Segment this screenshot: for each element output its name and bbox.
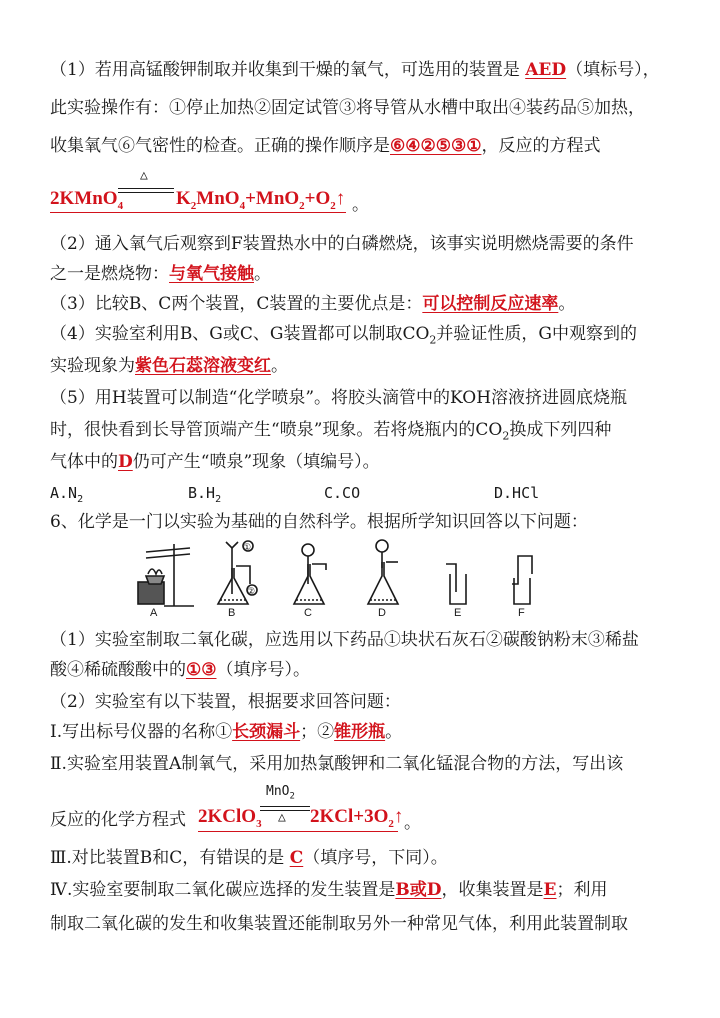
sub: 2: [77, 494, 84, 505]
funnel-c: [302, 544, 314, 556]
q5-p5-line3: [50, 450, 682, 474]
option-a: [50, 484, 83, 505]
option-c: [324, 484, 360, 502]
text: ；②: [300, 722, 335, 742]
text: （3）比较B、C两个装置，C装置的主要优点是：: [50, 294, 423, 314]
text: Ⅱ.实验室用装置A制氧气，采用加热氯酸钾和二氧化锰混合物的方法，写出该: [50, 754, 624, 774]
flask-c: [294, 564, 324, 604]
burner: [146, 576, 164, 584]
answer-d: D: [118, 452, 133, 472]
eq-sub: 3: [256, 817, 262, 830]
text: Ⅰ.写出标号仪器的名称①: [50, 722, 233, 742]
delivery-b: [236, 566, 250, 584]
text: Ⅲ.对比装置B和C，有错误的是: [50, 848, 290, 868]
q6-p2-intro: [50, 690, 682, 714]
q5-p5-line1: [50, 386, 682, 410]
text: （2）通入氧气后观察到F装置热水中的白磷燃烧，该事实说明燃烧需要的条件: [50, 234, 634, 254]
text: ，收集装置是: [441, 880, 544, 900]
delivery-c: [312, 564, 326, 570]
fig-label-c: C: [304, 607, 312, 618]
period: 。: [352, 195, 369, 215]
gas-arrow: ↑: [335, 188, 346, 209]
eq-bar-top: [118, 188, 174, 189]
opt-text: D.HCl: [494, 484, 540, 502]
q5-p4-line2: [50, 354, 682, 378]
apparatus-d: [368, 540, 398, 604]
eq2-underline: [198, 831, 398, 832]
eq-product: +O: [304, 188, 331, 209]
text: （填序号，下同）。: [303, 848, 448, 868]
eq-product: +MnO: [245, 188, 300, 209]
text: （4）实验室利用B、G或C、G装置都可以制取CO: [50, 324, 430, 344]
fig-label-d: D: [378, 607, 386, 618]
answer-aed: AED: [525, 60, 567, 80]
eq-sub: 4: [239, 199, 246, 212]
q6-p2-i: [50, 720, 682, 744]
apparatus-e: [446, 564, 466, 604]
period: 。: [404, 813, 421, 833]
opt-text: A.N: [50, 484, 78, 502]
option-d: [494, 484, 539, 502]
fig-mark-2: ②: [247, 586, 256, 596]
text: 实验现象为: [50, 356, 135, 376]
eq-sub: 4: [117, 199, 124, 212]
heat-condition: △: [278, 810, 286, 825]
answer-control-rate: 可以控制反应速率: [422, 294, 559, 314]
text: Ⅳ.实验室要制取二氧化碳应选择的发生装置是: [50, 880, 396, 900]
q6-p2-iii: [50, 846, 682, 870]
answer-litmus-red: 紫色石蕊溶液变红: [135, 356, 271, 376]
flame: [148, 569, 162, 574]
answer-b-or-d: B或D: [395, 880, 442, 900]
fig-label-e: E: [454, 607, 462, 618]
test-tube: [146, 548, 190, 552]
answer-flask: 锥形瓶: [334, 722, 386, 742]
wood-block: [138, 582, 164, 604]
eq-reactant: 2KMnO: [50, 188, 118, 209]
text: （1）若用高锰酸钾制取并收集到干燥的氧气，可选用的装置是: [50, 60, 526, 80]
text: 时，很快看到长导管顶端产生“喷泉”现象。若将烧瓶内的CO: [50, 420, 503, 440]
text: 之一是燃烧物：: [50, 264, 169, 284]
text: （5）用H装置可以制造“化学喷泉”。将胶头滴管中的KOH溶液挤进圆底烧瓶: [50, 388, 628, 408]
sub: 2: [429, 333, 437, 347]
apparatus-svg: [128, 534, 578, 618]
gas-arrow: ↑: [393, 806, 404, 827]
text: （填序号）。: [216, 660, 310, 680]
text: 并验证性质，G中观察到的: [436, 324, 638, 344]
apparatus-a: [138, 544, 194, 606]
apparatus-figure: [128, 534, 578, 618]
catalyst: MnO: [266, 784, 290, 799]
eq-sub: 2: [289, 791, 295, 802]
funnel-b: [226, 542, 238, 548]
eq-product: MnO: [196, 188, 240, 209]
tube-f: [512, 556, 532, 584]
q5-p3-line: [50, 292, 682, 316]
q6-title: [50, 510, 682, 534]
eq-sub: 2: [388, 817, 394, 830]
q5-p2-line2: [50, 262, 682, 286]
text: ，反应的方程式: [481, 136, 601, 156]
text: 酸④稀硫酸酸中的: [50, 660, 186, 680]
q5-p1-line1: [50, 58, 682, 82]
q5-p2-line1: [50, 232, 682, 256]
answer-e: E: [543, 880, 557, 900]
fig-label-b: B: [228, 607, 236, 618]
apparatus-c: [294, 544, 326, 604]
text: 6、化学是一门以实验为基础的自然科学。根据所学知识回答以下问题：: [50, 512, 588, 532]
q6-p2-ii-line1: [50, 752, 682, 776]
opt-text: B.H: [188, 484, 216, 502]
text: 制取二氧化碳的发生和收集装置还能制取另外一种常见气体，利用此装置制取: [50, 914, 628, 934]
text: 仍可产生“喷泉”现象（填编号）。: [132, 452, 380, 472]
text: （1）实验室制取二氧化碳，应选用以下药品①块状石灰石②碳酸钠粉末③稀盐: [50, 630, 639, 650]
opt-text: C.CO: [324, 484, 361, 502]
text: 此实验操作有：①停止加热②固定试管③将导管从水槽中取出④装药品⑤加热，: [50, 98, 645, 118]
sub: 2: [502, 429, 510, 443]
eq-sub: 2: [330, 199, 336, 212]
flask-d: [368, 562, 398, 604]
text: 换成下列四种: [509, 420, 612, 440]
q5-p4-line1: [50, 322, 682, 352]
answer-contact-oxygen: 与氧气接触: [169, 264, 254, 284]
text: 。: [254, 264, 271, 284]
fig-label-a: A: [150, 607, 158, 618]
q6-p1-line2: [50, 658, 682, 682]
q5-p1-line2: [50, 96, 682, 120]
eq-bar-bottom: [118, 192, 174, 193]
text: 。: [558, 294, 576, 314]
q5-p1-line3: [50, 134, 682, 158]
q6-p1-line1: [50, 628, 682, 652]
q5-p5-line2: [50, 418, 682, 448]
eq-reactant: 2KClO: [198, 806, 257, 827]
fig-mark-1: ①: [243, 542, 252, 552]
funnel-d: [376, 540, 388, 552]
text: 气体中的: [50, 452, 118, 472]
answer-funnel: 长颈漏斗: [232, 722, 301, 742]
text: 反应的化学方程式: [50, 810, 186, 830]
text: 。: [271, 356, 288, 376]
flask-b: [218, 568, 248, 604]
text: 收集氧气⑥气密性的检查。正确的操作顺序是: [50, 136, 390, 156]
q6-p2-iv-line1: [50, 878, 682, 902]
sub: 2: [215, 494, 222, 505]
eq-underline: [50, 212, 346, 213]
eq2-bar-top: [260, 806, 310, 807]
eq-sub: 2: [299, 199, 305, 212]
fig-label-f: F: [518, 607, 525, 618]
apparatus-f: [512, 556, 532, 604]
eq-product: 2KCl+3O: [310, 806, 389, 827]
answer-1-3: ①③: [186, 660, 217, 680]
text: 。: [385, 722, 403, 742]
tube-e: [446, 564, 456, 592]
option-b: [188, 484, 221, 505]
answer-c: C: [289, 848, 304, 868]
answer-order: ⑥④②⑤③①: [390, 136, 482, 156]
bottle-e: [450, 574, 466, 604]
eq-sub: 2: [190, 199, 197, 212]
text: ；利用: [556, 880, 608, 900]
text: （2）实验室有以下装置，根据要求回答问题：: [50, 692, 401, 712]
bottle-f: [514, 578, 530, 604]
eq-product: K: [176, 188, 191, 209]
q6-p2-iv-line2: [50, 912, 682, 936]
heat-condition: △: [140, 168, 148, 183]
text: （填标号），: [566, 60, 660, 80]
test-tube: [146, 554, 190, 558]
